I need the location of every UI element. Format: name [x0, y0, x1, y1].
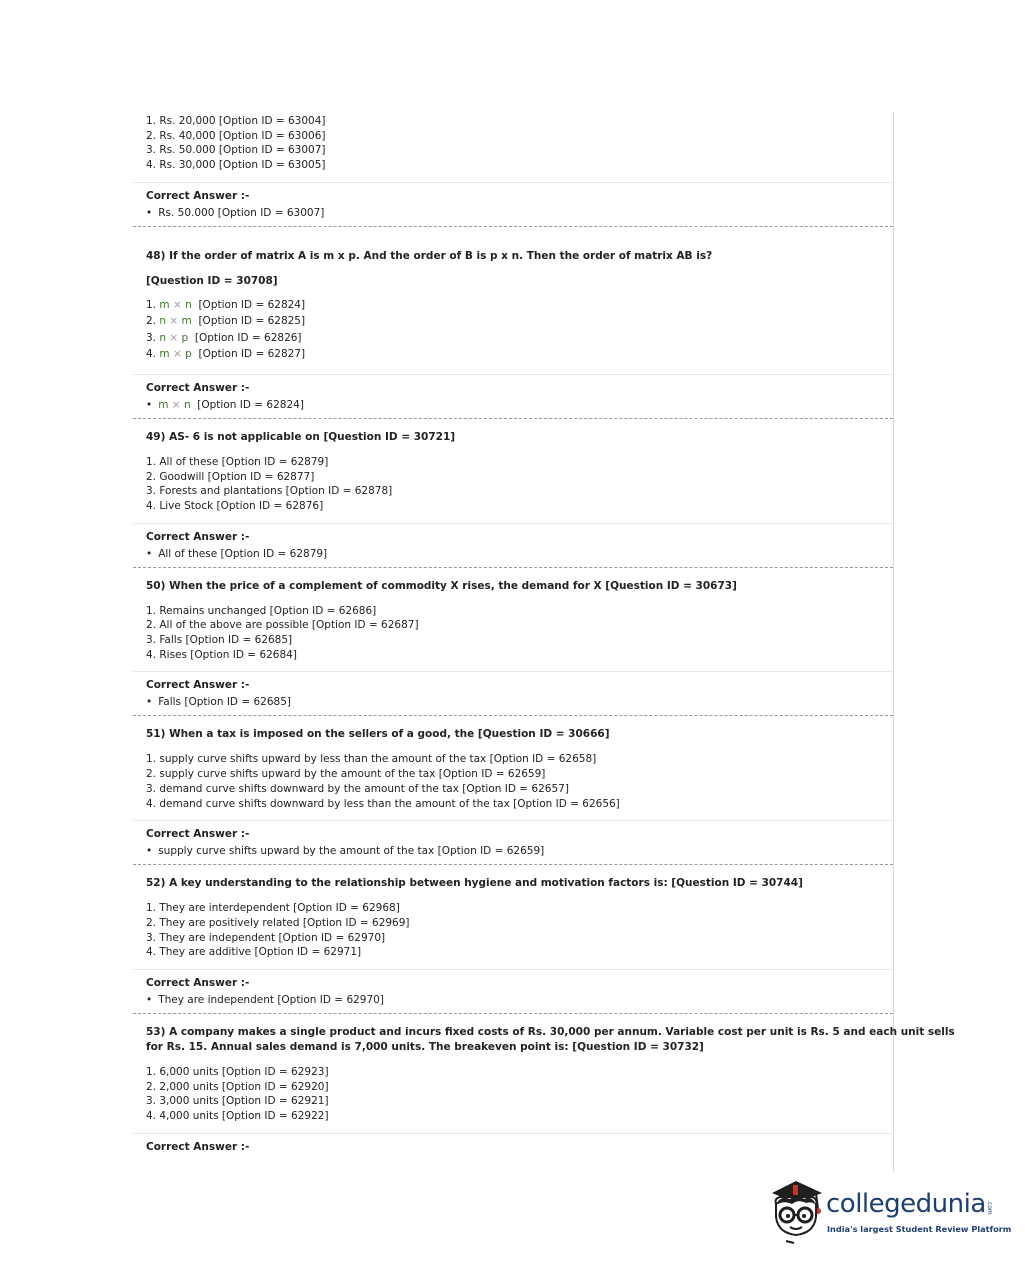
correct-answer-value: • Falls [Option ID = 62685]: [146, 695, 893, 710]
question-text-line-1: 53) A company makes a single product and incurs fixed costs of Rs. 30,000 per annum. Variable cost per unit is Rs. 5 and each unit sells: [146, 1026, 955, 1039]
question-text: 52) A key understanding to the relationship between hygiene and motivation factors is: [Question ID = 30744]: [146, 877, 803, 890]
brand-wordmark: [826, 1189, 993, 1219]
q53-options: [146, 1065, 893, 1133]
brand-tagline: India's largest Student Review Platform: [827, 1224, 1012, 1234]
correct-answer-label: Correct Answer :-: [146, 828, 250, 841]
correct-answer-value: • Rs. 50.000 [Option ID = 63007]: [146, 206, 893, 221]
option: 2. Rs. 40,000 [Option ID = 63006]: [146, 129, 326, 142]
brand-name: collegedunia: [826, 1189, 986, 1219]
correct-answer-value: • supply curve shifts upward by the amount of the tax [Option ID = 62659]: [146, 844, 893, 859]
option: 2. supply curve shifts upward by the amount of the tax [Option ID = 62659]: [146, 768, 546, 781]
math-expression: m × n: [158, 398, 191, 411]
math-expression: m × p: [159, 348, 192, 361]
q50: [133, 568, 893, 672]
option: 4. They are additive [Option ID = 62971]: [146, 946, 362, 959]
option: 2. n × m [Option ID = 62825]: [146, 315, 306, 328]
option: 3. Forests and plantations [Option ID = 62878]: [146, 485, 393, 498]
q51-options: [146, 752, 893, 820]
q52: [133, 865, 893, 969]
option: 1. Remains unchanged [Option ID = 62686]: [146, 604, 377, 617]
q52-options: [146, 901, 893, 969]
question-text: 49) AS- 6 is not applicable on [Question ID = 30721]: [146, 430, 456, 443]
option: 4. Live Stock [Option ID = 62876]: [146, 499, 324, 512]
correct-answer-value: • All of these [Option ID = 62879]: [146, 547, 893, 562]
q49: [133, 419, 893, 523]
option: 3. 3,000 units [Option ID = 62921]: [146, 1095, 329, 1108]
option: 4. Rs. 30,000 [Option ID = 63005]: [146, 159, 326, 172]
correct-answer-label: Correct Answer :-: [146, 679, 250, 692]
option: 2. They are positively related [Option ID = 62969]: [146, 916, 410, 929]
q51: [133, 716, 893, 820]
q53-answer: [133, 1134, 893, 1154]
q52-answer: [133, 970, 893, 1013]
option: 3. Falls [Option ID = 62685]: [146, 634, 293, 647]
student-mascot-icon: [766, 1177, 826, 1247]
q53: [133, 1014, 955, 1133]
q50-options: [146, 604, 893, 672]
math-expression: m × n: [159, 298, 192, 311]
q47-options: [133, 112, 893, 182]
option: 1. supply curve shifts upward by less than the amount of the tax [Option ID = 62658]: [146, 753, 597, 766]
correct-answer-value: • They are independent [Option ID = 62970]: [146, 993, 893, 1008]
option: 3. Rs. 50.000 [Option ID = 63007]: [146, 144, 326, 157]
option: 1. They are interdependent [Option ID = 62968]: [146, 902, 400, 915]
q48: [133, 227, 893, 374]
option: 4. m × p [Option ID = 62827]: [146, 348, 306, 361]
option: 4. Rises [Option ID = 62684]: [146, 648, 297, 661]
option: 1. Rs. 20,000 [Option ID = 63004]: [146, 115, 326, 127]
question-id: [Question ID = 30708]: [146, 274, 278, 287]
question-text: 50) When the price of a complement of commodity X rises, the demand for X [Question ID = 30673]: [146, 579, 737, 592]
option: 3. n × p [Option ID = 62826]: [146, 331, 302, 344]
q49-answer: [133, 524, 893, 567]
q48-answer: [133, 375, 893, 418]
exam-page: [133, 112, 955, 1172]
q50-answer: [133, 672, 893, 715]
question-text: 48) If the order of matrix A is m x p. And the order of B is p x n. Then the order of matrix AB is?: [146, 249, 713, 262]
correct-answer-label: Correct Answer :-: [146, 381, 250, 394]
option: 1. 6,000 units [Option ID = 62923]: [146, 1066, 329, 1079]
math-expression: n × p: [159, 331, 189, 344]
option: 4. demand curve shifts downward by less than the amount of the tax [Option ID = 62656]: [146, 797, 620, 810]
question-text-line-2: for Rs. 15. Annual sales demand is 7,000 units. The breakeven point is: [Question ID = 30732]: [146, 1041, 704, 1054]
option: 2. Goodwill [Option ID = 62877]: [146, 470, 315, 483]
q47-answer: [133, 183, 893, 226]
option: 3. demand curve shifts downward by the amount of the tax [Option ID = 62657]: [146, 782, 569, 795]
option: 1. m × n [Option ID = 62824]: [146, 298, 306, 311]
q49-options: [146, 455, 893, 523]
correct-answer-value: • m × n [Option ID = 62824]: [146, 398, 893, 413]
option: 2. 2,000 units [Option ID = 62920]: [146, 1080, 329, 1093]
q51-answer: [133, 821, 893, 864]
correct-answer-label: Correct Answer :-: [146, 1140, 250, 1153]
option: 1. All of these [Option ID = 62879]: [146, 455, 329, 468]
collegedunia-logo: [766, 1177, 1012, 1247]
option: 4. 4,000 units [Option ID = 62922]: [146, 1110, 329, 1123]
option: 2. All of the above are possible [Option ID = 62687]: [146, 619, 419, 632]
correct-answer-label: Correct Answer :-: [146, 530, 250, 543]
correct-answer-label: Correct Answer :-: [146, 189, 250, 202]
q48-options: [146, 297, 893, 374]
question-text: 51) When a tax is imposed on the sellers of a good, the [Question ID = 30666]: [146, 728, 610, 741]
option: 3. They are independent [Option ID = 62970]: [146, 931, 386, 944]
math-expression: n × m: [159, 315, 192, 328]
brand-suffix: .com: [985, 1200, 993, 1215]
correct-answer-label: Correct Answer :-: [146, 977, 250, 990]
